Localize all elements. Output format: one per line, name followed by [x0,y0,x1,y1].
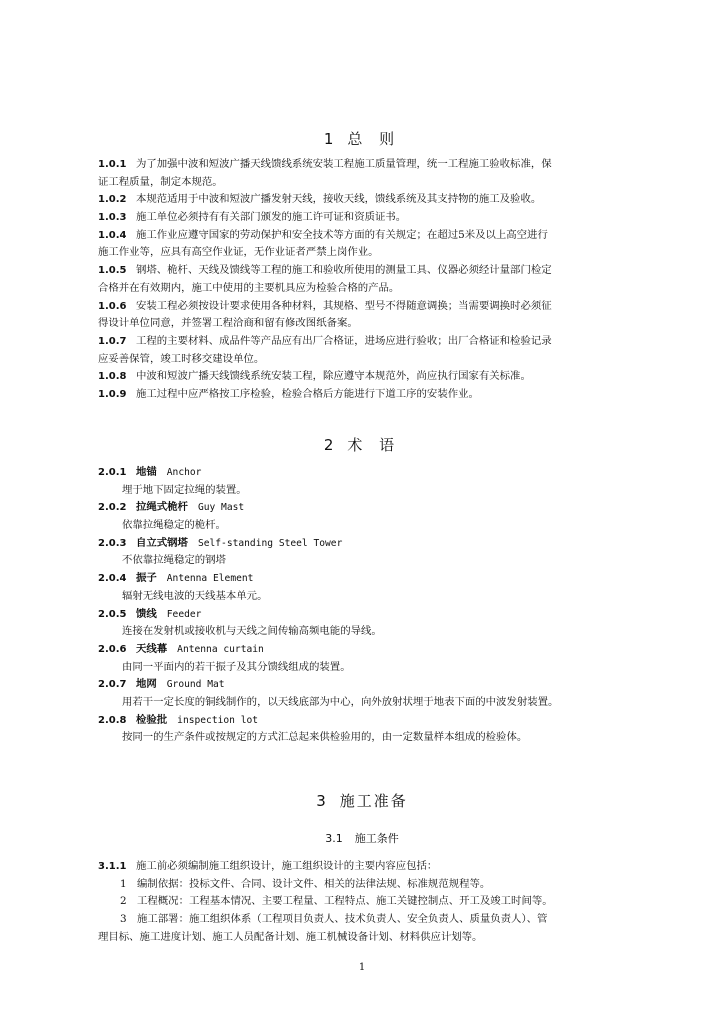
clause-text: 施工过程中应严格按工序检验，检验合格后方能进行下道工序的安装作业。 [136,387,479,400]
term-name: 地网 [136,678,157,691]
term-english: Antenna curtain [177,643,264,655]
term-definition: 辐射无线电波的天线基本单元。 [122,589,268,602]
chapter-1-title: 总 则 [347,130,401,148]
chapter-3-heading [0,790,724,811]
term-definition: 不依靠拉绳稳定的钢塔 [122,554,226,567]
clause-number: 1.0.1 [98,159,127,170]
page-number: 1 [358,962,366,973]
term-english: inspection lot [177,714,259,726]
term-name: 天线幕 [136,642,168,655]
clause-line [98,333,646,351]
term-name: 地锚 [136,466,157,478]
clause-line [98,191,646,209]
clause-number: 2.0.1 [98,467,127,478]
clause-text: 安装工程必须按设计要求使用各种材料，其规格、型号不得随意调换；当需要调换时必须征 [136,299,552,312]
term-name: 振子 [136,572,157,585]
chapter-2-heading [0,434,724,455]
clause-line [98,858,646,876]
clause-number: 1.0.8 [98,371,127,383]
term-definition: 埋于地下固定拉绳的装置。 [122,483,247,496]
chapter-1-heading [0,128,724,149]
section-3-1-heading [0,830,724,846]
chapter-3-title: 施工准备 [339,792,408,810]
clause-line [98,280,646,298]
clause-line [98,876,646,894]
clause-line [98,911,646,929]
clause-text: 得设计单位同意，并签署工程洽商和留有修改图纸备案。 [98,317,358,330]
term-heading [98,464,646,482]
term-definition: 按同一的生产条件或按规定的方式汇总起来供检验用的，由一定数量样本组成的检验体。 [122,731,528,744]
term-definition: 连接在发射机或接收机与天线之间传输高频电能的导线。 [122,625,382,638]
clause-line [98,351,646,369]
section-title: 施工条件 [354,832,399,845]
clause-text: 施工作业应遵守国家的劳动保护和安全技术等方面的有关规定；在超过5米及以上高空进行 [136,228,548,241]
clause-text: 为了加强中波和短波广播天线馈线系统安装工程施工质量管理，统一工程施工验收标准，保 [136,158,552,170]
clause-text: 施工前必须编制施工组织设计，施工组织设计的主要内容应包括： [136,860,438,872]
clause-text: 中波和短波广播天线馈线系统安装工程，除应遵守本规范外，尚应执行国家有关标准。 [136,370,531,383]
clause-line [98,156,646,174]
chapter-3-body [98,858,646,946]
chapter-2-title: 术 语 [347,436,401,454]
clause-number: 1.0.5 [98,265,127,277]
chapter-3-number: 3 [316,792,340,810]
clause-number: 1.0.9 [98,388,127,400]
clause-number: 1.0.6 [98,300,127,312]
term-heading [98,535,646,553]
clause-text: 应妥善保管，竣工时移交建设单位。 [98,352,265,365]
term-english: Self-standing Steel Tower [197,537,343,549]
clause-line [98,227,646,245]
clause-number: 2.0.3 [98,537,127,549]
clause-text: 钢塔、桅杆、天线及馈线等工程的施工和验收所使用的测量工具、仪器必须经计量部门检定 [136,264,552,277]
clause-number: 2.0.8 [98,714,127,726]
clause-text: 工程的主要材料、成品件等产品应有出厂合格证，进场应进行验收；出厂合格证和检验记录 [136,334,552,347]
term-english: Antenna Element [166,573,254,585]
term-heading [98,712,646,730]
term-heading [98,499,646,517]
clause-line [98,209,646,227]
term-definition: 依靠拉绳稳定的桅杆。 [122,519,226,532]
clause-number: 2.0.7 [98,679,127,691]
clause-text: 3 施工部署：施工组织体系（工程项目负责人、技术负责人、安全负责人、质量负责人）、管 [120,913,548,926]
clause-line [98,929,646,947]
clause-number: 1.0.4 [98,229,127,241]
clause-line [98,893,646,911]
clause-number: 2.0.4 [98,573,127,585]
term-name: 馈线 [136,607,157,620]
term-heading [98,676,646,694]
clause-number: 1.0.2 [98,194,127,206]
clause-line [98,174,646,192]
clause-number: 2.0.2 [98,502,127,514]
clause-text: 施工单位必须持有有关部门颁发的施工许可证和资质证书。 [136,211,407,224]
chapter-1-number: 1 [323,130,348,148]
chapter-1-body [98,156,646,404]
clause-line [98,368,646,386]
term-heading [98,606,646,624]
term-english: Ground Mat [166,679,225,691]
clause-text: 理目标、施工进度计划、施工人员配备计划、施工机械设备计划、材料供应计划等。 [98,930,483,943]
clause-line [98,262,646,280]
term-name: 检验批 [136,713,168,726]
clause-number: 1.0.7 [98,335,127,347]
clause-number: 2.0.6 [98,643,127,655]
section-number: 3.1 [325,832,343,845]
clause-text: 证工程质量，制定本规范。 [98,175,223,188]
clause-line [98,298,646,316]
term-definition: 用若干一定长度的铜线制作的，以天线底部为中心，向外放射状埋于地表下面的中波发射装置。 [122,695,559,708]
clause-text: 施工作业等，应具有高空作业证，无作业证者严禁上岗作业。 [98,246,379,259]
term-name: 自立式钢塔 [136,536,188,549]
clause-number: 3.1.1 [98,861,127,872]
term-definition: 由同一平面内的若干振子及其分馈线组成的装置。 [122,660,351,673]
term-english: Anchor [166,467,202,478]
term-name: 拉绳式桅杆 [136,501,188,514]
clause-text: 1 编制依据：投标文件、合同、设计文件、相关的法律法规、标准规范规程等。 [120,877,491,890]
term-heading [98,641,646,659]
clause-number: 2.0.5 [98,608,127,620]
clause-line [98,244,646,262]
clause-line [98,386,646,404]
term-english: Feeder [166,608,202,620]
clause-text: 本规范适用于中波和短波广播发射天线，接收天线，馈线系统及其支持物的施工及验收。 [136,193,542,206]
term-heading [98,570,646,588]
chapter-2-body [98,464,646,747]
term-english: Guy Mast [197,502,245,514]
clause-line [98,315,646,333]
chapter-2-number: 2 [323,436,348,454]
clause-text: 合格并在有效期内，施工中使用的主要机具应为检验合格的产品。 [98,281,400,294]
clause-number: 1.0.3 [98,212,127,224]
clause-text: 2 工程概况：工程基本情况、主要工程量、工程特点、施工关键控制点、开工及竣工时间等。 [120,895,553,908]
